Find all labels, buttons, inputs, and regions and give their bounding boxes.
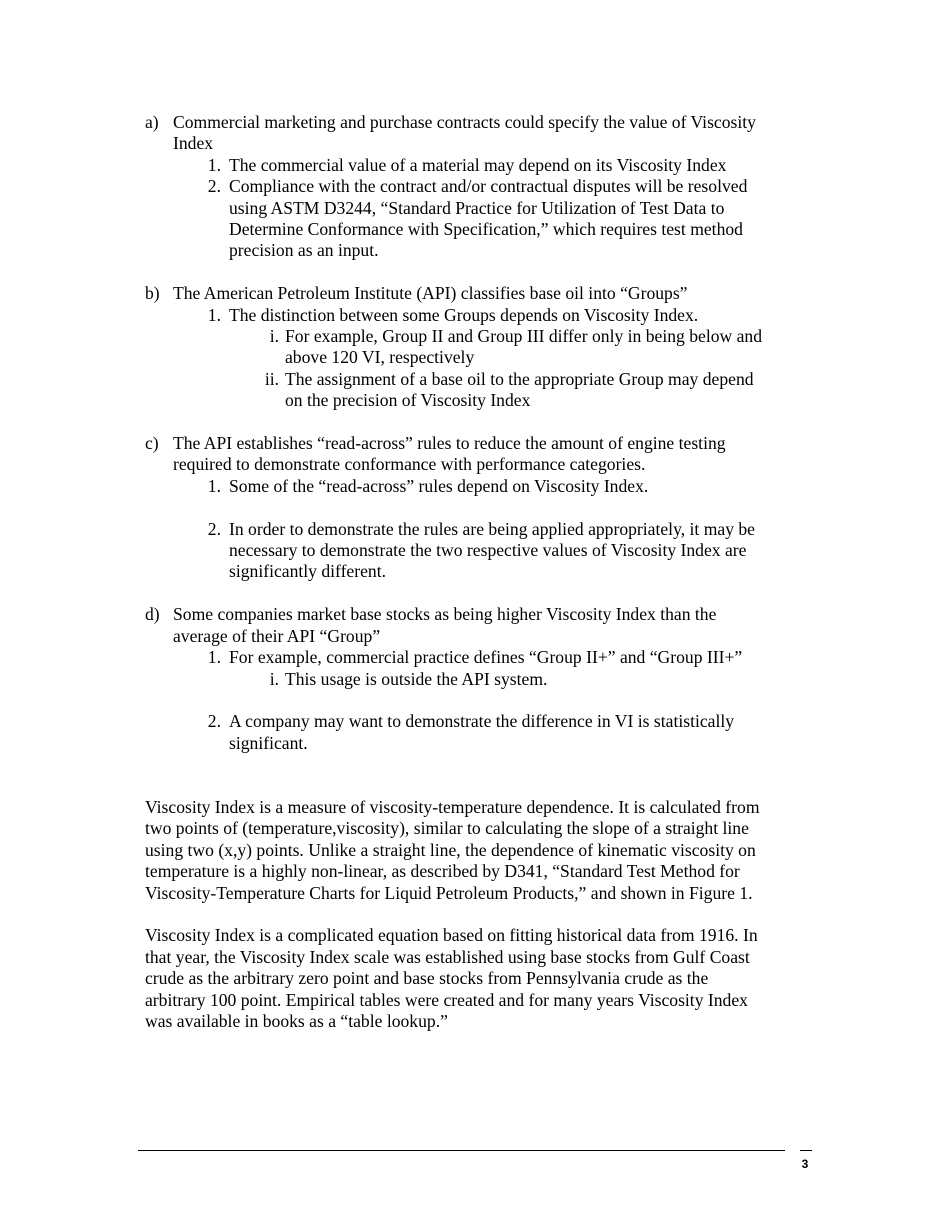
list-marker: ii.: [264, 368, 279, 389]
list-marker: i.: [269, 326, 279, 347]
list-marker: d): [145, 604, 160, 625]
list-marker: a): [145, 112, 159, 132]
list-item-text: The distinction between some Groups depends on Viscosity Index.: [229, 304, 699, 325]
list-item-d-2: [145, 711, 765, 754]
list-item-text: Commercial marketing and purchase contracts could specify the value of Viscosity Index: [173, 112, 756, 154]
list-item-text: This usage is outside the API system.: [285, 668, 548, 689]
list-item-a-1: [145, 155, 765, 176]
spacer: [145, 754, 765, 797]
list-item-c-1: [145, 476, 765, 497]
list-item-text: The assignment of a base oil to the appropriate Group may depend on the precision of Viscosity Index: [285, 368, 754, 411]
list-marker: 2.: [207, 176, 221, 197]
list-item-text: For example, Group II and Group III differ only in being below and above 120 VI, respectively: [285, 326, 763, 368]
page-number-dash: [800, 1150, 812, 1151]
list-item-text: For example, commercial practice defines “Group II+” and “Group III+”: [229, 647, 743, 668]
page-number: 3: [801, 1157, 809, 1171]
page-body: [145, 112, 765, 1032]
list-item-d-1-i: [145, 669, 765, 690]
list-item-text: In order to demonstrate the rules are being applied appropriately, it may be necessary to demonstrate the two respective values of Viscosity Index are significantly different.: [229, 518, 755, 582]
list-marker: 1.: [207, 304, 221, 325]
list-item-text: A company may want to demonstrate the difference in VI is statistically significant.: [229, 711, 735, 753]
footer-rule: [138, 1150, 785, 1151]
list-item-c: [145, 433, 765, 476]
list-item-text: Some companies market base stocks as being higher Viscosity Index than the average of their API “Group”: [173, 604, 717, 646]
list-item-d-1: [145, 647, 765, 668]
list-marker: 2.: [207, 711, 221, 732]
list-marker: 1.: [207, 475, 221, 496]
list-marker: c): [145, 433, 159, 454]
list-item-a: [145, 112, 765, 155]
spacer: [145, 904, 765, 925]
spacer: [145, 497, 765, 518]
list-marker: 1.: [207, 647, 221, 668]
body-paragraph: Viscosity Index is a measure of viscosity-temperature dependence. It is calculated from two points of (temperature,viscosity), similar to calculating the slope of a straight line using two (x,y) points. Unlike a straight line, the dependence of kinematic viscosity on temperature is a highly non-linear, as described by D341, “Standard Test Method for Viscosity-Temperature Charts for Liquid Petroleum Products,” and shown in Figure 1.: [145, 796, 760, 903]
list-item-b-1-ii: [145, 369, 765, 412]
list-item-b-1-i: [145, 326, 765, 369]
body-paragraph: Viscosity Index is a complicated equation based on fitting historical data from 1916. In that year, the Viscosity Index scale was established using base stocks from Gulf Coast crude as the arbitrary zero point and base stocks from Pennsylvania crude as the arbitrary 100 point. Empirical tables were created and for many years Viscosity Index was available in books as a “table lookup.”: [145, 925, 758, 1031]
spacer: [145, 690, 765, 711]
list-marker: b): [145, 283, 160, 304]
list-marker: 1.: [207, 154, 221, 175]
list-item-text: Some of the “read-across” rules depend on Viscosity Index.: [229, 475, 649, 496]
list-item-b-1: [145, 305, 765, 326]
list-item-b: [145, 283, 765, 304]
list-marker: i.: [269, 668, 279, 689]
list-item-d: [145, 604, 765, 647]
spacer: [145, 262, 765, 283]
list-item-text: The American Petroleum Institute (API) classifies base oil into “Groups”: [173, 283, 688, 304]
spacer: [145, 583, 765, 604]
list-item-text: The commercial value of a material may depend on its Viscosity Index: [229, 154, 727, 175]
list-item-text: Compliance with the contract and/or contractual disputes will be resolved using ASTM D3244, “Standard Practice for Utilization of Test Data to Determine Conformance with Specification,” which requires test method precision as an input.: [229, 176, 748, 261]
list-item-c-2: [145, 519, 765, 583]
list-item-a-2: [145, 176, 765, 262]
list-marker: 2.: [207, 518, 221, 539]
spacer: [145, 412, 765, 433]
list-item-text: The API establishes “read-across” rules to reduce the amount of engine testing required to demonstrate conformance with performance categories.: [173, 433, 726, 475]
